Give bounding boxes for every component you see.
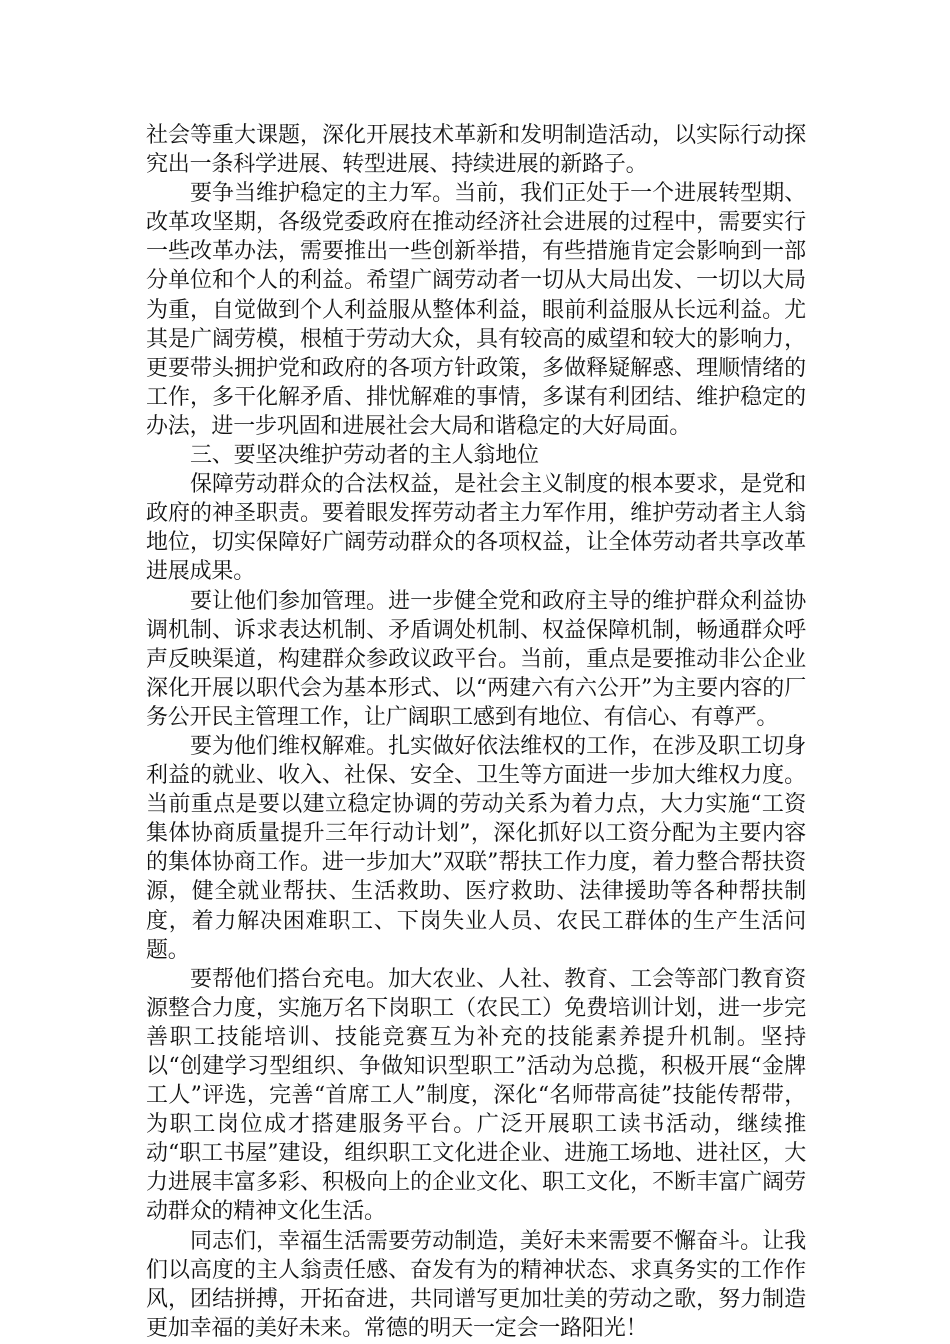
- paragraph-6: 要为他们维权解难。扎实做好依法维权的工作，在涉及职工切身利益的就业、收入、社保、安全、卫生等方面进一步加大维权力度。当前重点是要以建立稳定协调的劳动关系为着力点，大力实施“工资集体协商质量提升三年行动计划”，深化抓好以工资分配为主要内容的集体协商工作。进一步加大”双联”帮扶工作力度，着力整合帮扶资源，健全就业帮扶、生活救助、医疗救助、法律援助等各种帮扶制度，着力解决困难职工、下岗失业人员、农民工群体的生产生活问题。: [146, 733, 806, 963]
- paragraph-2: 要争当维护稳定的主力军。当前，我们正处于一个进展转型期、改革攻坚期，各级党委政府在推动经济社会进展的过程中，需要实行一些改革办法，需要推出一些创新举措，有些措施肯定会影响到一部分单位和个人的利益。希望广阔劳动者一切从大局出发、一切以大局为重，自觉做到个人利益服从整体利益，眼前利益服从长远利益。尤其是广阔劳模，根植于劳动大众，具有较高的威望和较大的影响力，更要带头拥护党和政府的各项方针政策，多做释疑解惑、理顺情绪的工作，多干化解矛盾、排忧解难的事情，多谋有利团结、维护稳定的办法，进一步巩固和进展社会大局和谐稳定的大好局面。: [146, 181, 806, 439]
- document-body: [146, 121, 806, 1343]
- section-heading-3: 三、要坚决维护劳动者的主人翁地位: [190, 443, 539, 469]
- paragraph-8: 同志们，幸福生活需要劳动制造，美好未来需要不懈奋斗。让我们以高度的主人翁责任感、奋发有为的精神状态、求真务实的工作作风，团结拼搏，开拓奋进，共同谱写更加壮美的劳动之歌，努力制造更加幸福的美好未来。常德的明天一定会一路阳光！: [146, 1228, 806, 1341]
- paragraph-1: 社会等重大课题，深化开展技术革新和发明制造活动，以实际行动探究出一条科学进展、转型进展、持续进展的新路子。: [146, 123, 806, 178]
- paragraph-5: 要让他们参加管理。进一步健全党和政府主导的维护群众利益协调机制、诉求表达机制、矛盾调处机制、权益保障机制，畅通群众呼声反映渠道，构建群众参政议政平台。当前，重点是要推动非公企业深化开展以职代会为基本形式、以“两建六有六公开”为主要内容的厂务公开民主管理工作，让广阔职工感到有地位、有信心、有尊严。: [146, 588, 806, 730]
- paragraph-4: 保障劳动群众的合法权益，是社会主义制度的根本要求，是党和政府的神圣职责。要着眼发挥劳动者主力军作用，维护劳动者主人翁地位，切实保障好广阔劳动群众的各项权益，让全体劳动者共享改革进展成果。: [146, 472, 806, 585]
- paragraph-7: 要帮他们搭台充电。加大农业、人社、教育、工会等部门教育资源整合力度，实施万名下岗职工（农民工）免费培训计划，进一步完善职工技能培训、技能竞赛互为补充的技能素养提升机制。坚持以“创建学习型组织、争做知识型职工”活动为总揽，积极开展“金牌工人”评选，完善“首席工人”制度，深化“名师带高徒”技能传帮带，为职工岗位成才搭建服务平台。广泛开展职工读书活动，继续推动“职工书屋”建设，组织职工文化进企业、进施工场地、进社区，大力进展丰富多彩、积极向上的企业文化、职工文化，不断丰富广阔劳动群众的精神文化生活。: [146, 966, 806, 1225]
